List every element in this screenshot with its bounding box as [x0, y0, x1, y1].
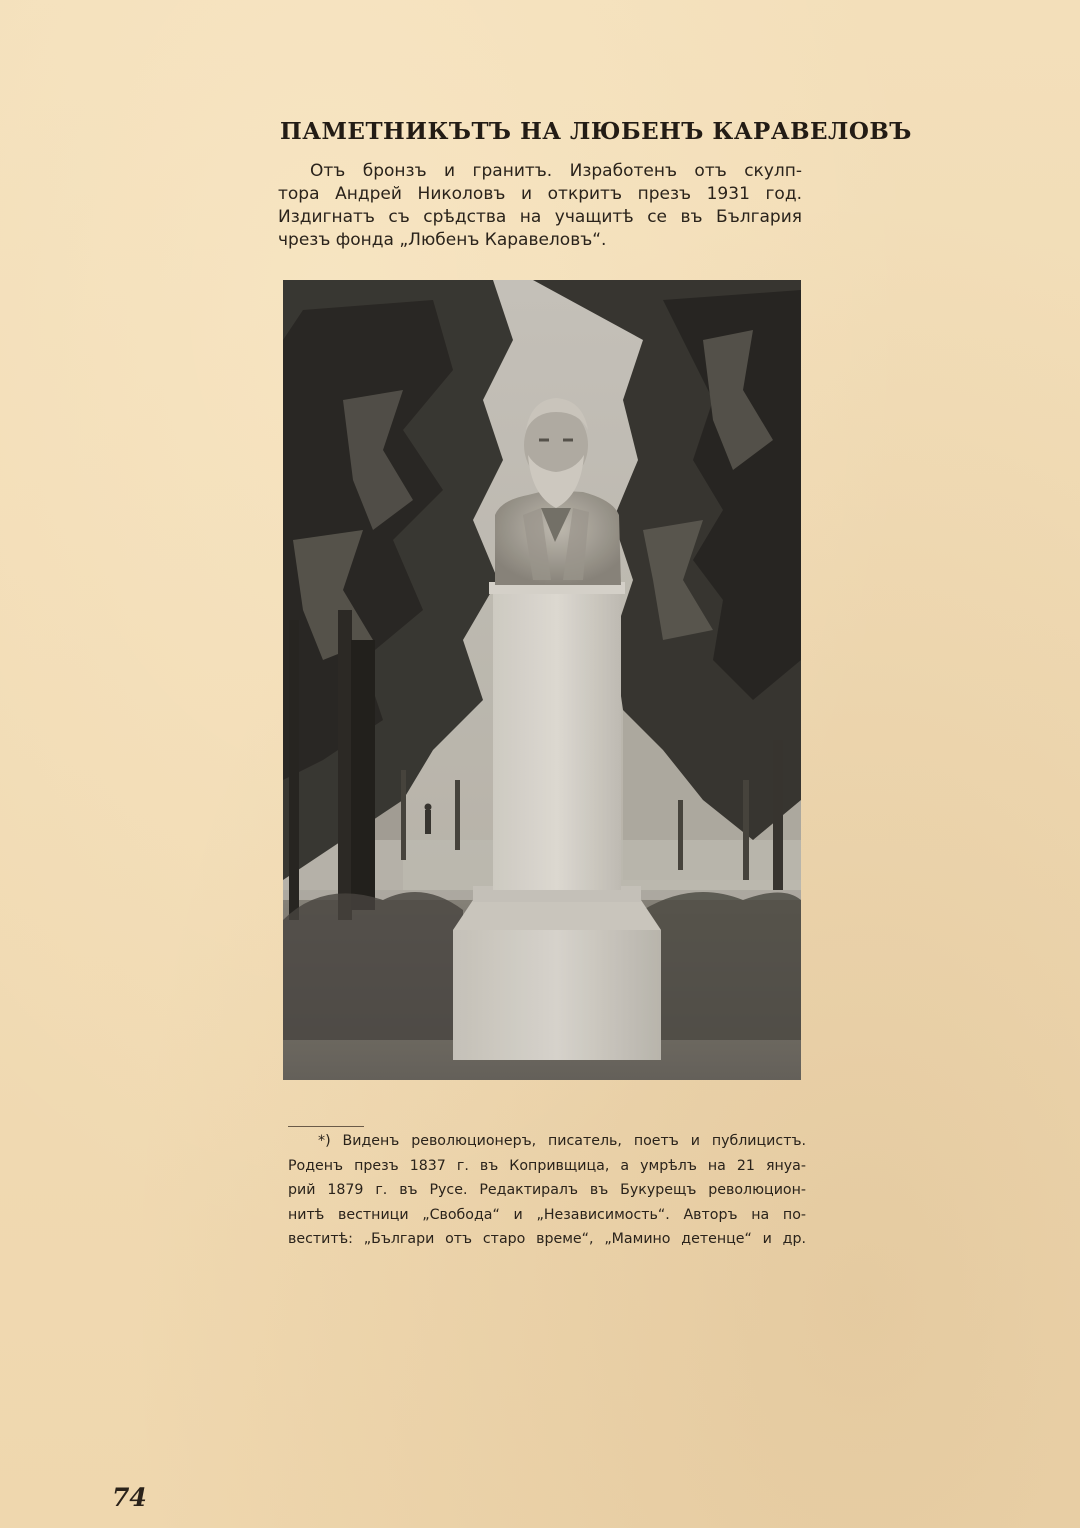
- footnote-divider: [288, 1126, 364, 1127]
- monument-photo-illustration: [283, 280, 801, 1080]
- monument-photograph: [283, 280, 801, 1080]
- intro-line: Отъ бронзъ и гранитъ. Изработенъ отъ скулп-: [310, 161, 802, 181]
- intro-line: тора Андрей Николовъ и откритъ презъ 1931 год.: [278, 184, 802, 204]
- footnote-line: рий 1879 г. въ Русе. Редактиралъ въ Букурещъ революцион-: [288, 1182, 806, 1198]
- footnote-line: веститѣ: „Българи отъ старо време“, „Мамино детенце“ и др.: [288, 1231, 806, 1247]
- page-title: ПАМЕТНИКЪТЪ НА ЛЮБЕНЪ КАРАВЕЛОВЪ: [280, 118, 912, 145]
- intro-line: чрезъ фонда „Любенъ Каравеловъ“.: [278, 230, 607, 250]
- page-number: 74: [112, 1483, 147, 1512]
- footnote-line: нитѣ вестници „Свобода“ и „Независимость“. Авторъ на по-: [288, 1206, 806, 1223]
- footnote: [288, 1129, 806, 1252]
- footnote-line: Роденъ презъ 1837 г. въ Копривщица, а умрѣлъ на 21 януа-: [288, 1157, 806, 1174]
- footnote-line: *) Виденъ революционеръ, писатель, поетъ и публицистъ.: [318, 1133, 806, 1149]
- intro-line: Издигнатъ съ срѣдства на учащитѣ се въ България: [278, 207, 802, 227]
- intro-paragraph: [278, 160, 802, 252]
